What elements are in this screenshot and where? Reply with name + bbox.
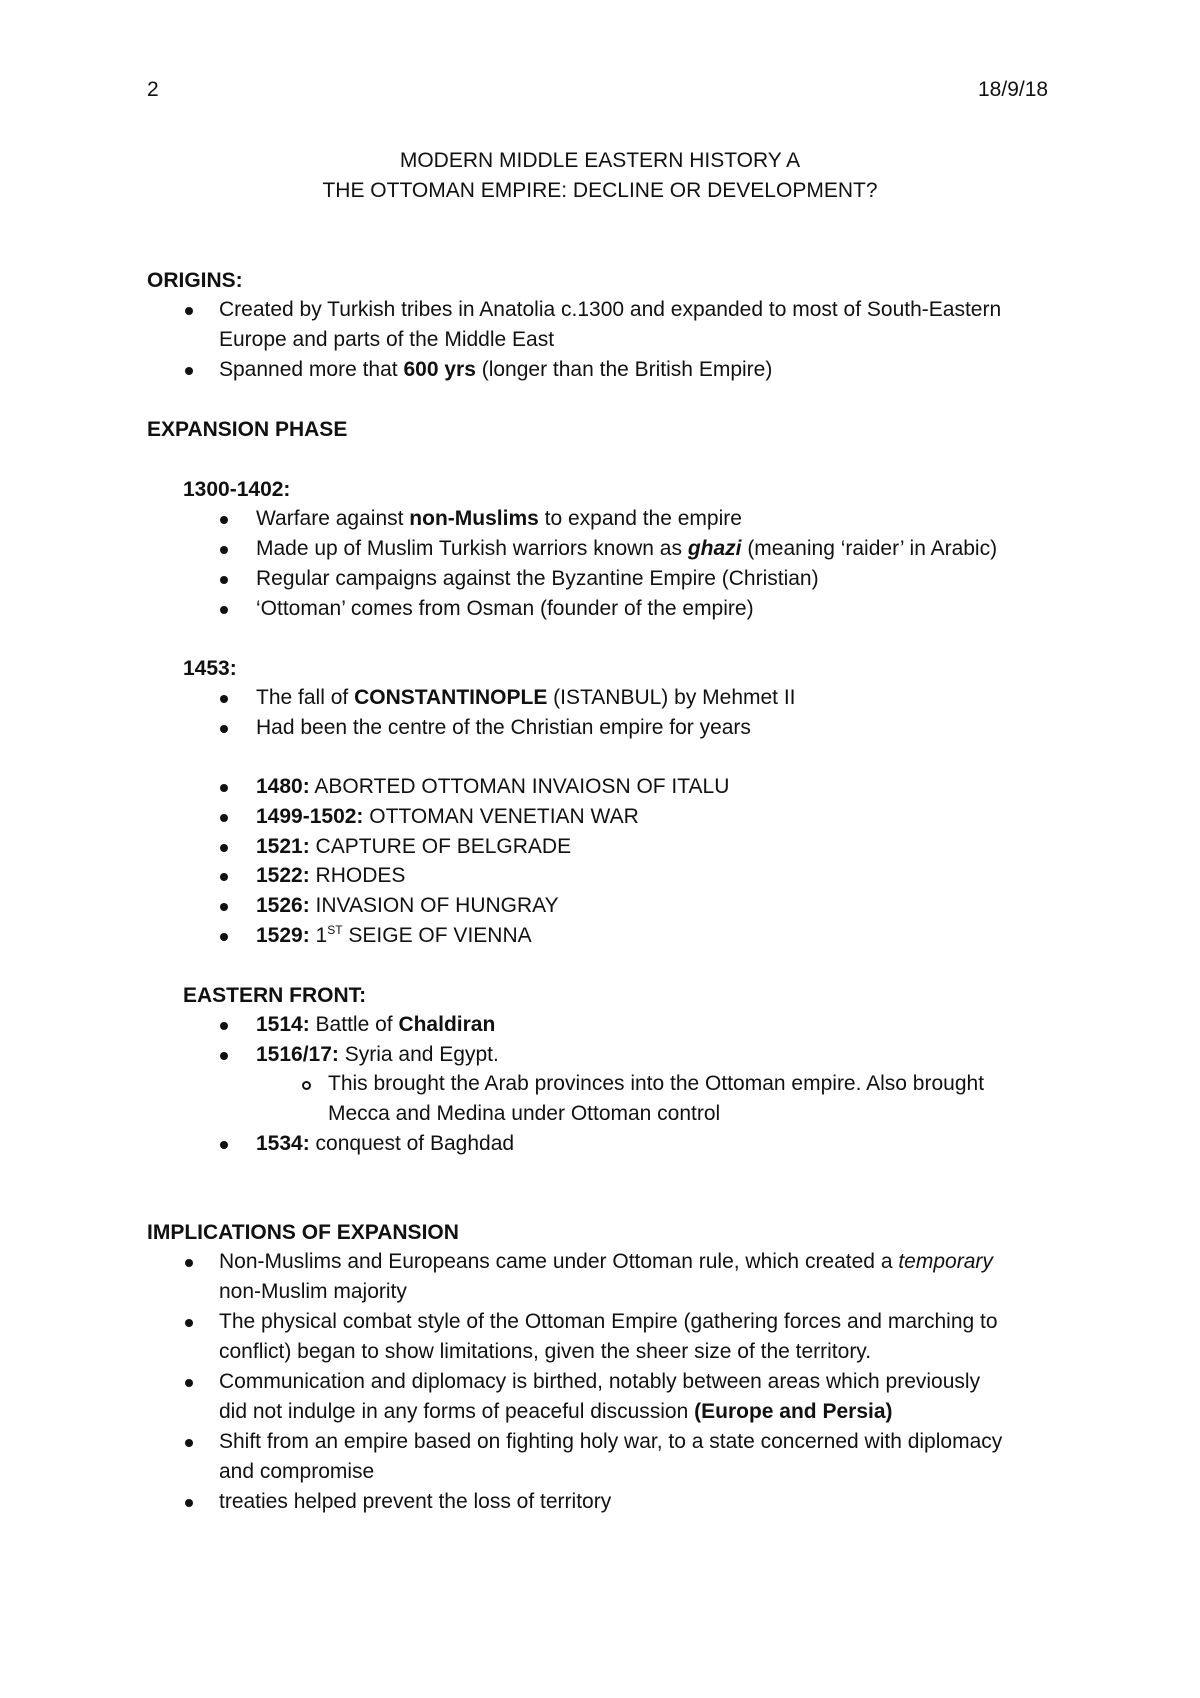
event-1526: 1526: INVASION OF HUNGRAY (256, 894, 559, 917)
bullet-icon (185, 307, 193, 315)
event-1499-1502: 1499-1502: OTTOMAN VENETIAN WAR (256, 805, 639, 828)
implications-bullet-3-line-1: Communication and diplomacy is birthed, notably between areas which previously (219, 1370, 981, 1393)
period-1300-1402-heading: 1300-1402: (183, 478, 291, 501)
bullet-icon (220, 1022, 228, 1030)
bullet-icon (185, 1379, 193, 1387)
expansion-heading: EXPANSION PHASE (147, 418, 348, 441)
event-1521: 1521: CAPTURE OF BELGRADE (256, 835, 572, 858)
bullet-icon (220, 784, 228, 792)
bullet-icon (220, 576, 228, 584)
eastern-bullet-1: 1514: Battle of Chaldiran (256, 1013, 496, 1036)
event-1522: 1522: RHODES (256, 864, 406, 887)
bullet-icon (220, 814, 228, 822)
bullet-icon (185, 1319, 193, 1327)
bullet-icon (185, 1439, 193, 1447)
eastern-sub-bullet-line-2: Mecca and Medina under Ottoman control (328, 1102, 721, 1125)
implications-bullet-1-line-2: non-Muslim majority (219, 1280, 407, 1303)
origins-bullet-2: Spanned more that 600 yrs (longer than the British Empire) (219, 358, 773, 381)
origins-bullet-1-line-2: Europe and parts of the Middle East (219, 328, 555, 351)
event-1529: 1529: 1ST SEIGE OF VIENNA (256, 923, 532, 947)
implications-bullet-5: treaties helped prevent the loss of territory (219, 1490, 612, 1513)
period2-bullet-2: Had been the centre of the Christian empire for years (256, 716, 751, 739)
bullet-icon (220, 873, 228, 881)
period1-bullet-1: Warfare against non-Muslims to expand the empire (256, 507, 742, 530)
bullet-icon (220, 933, 228, 941)
period1-bullet-3: Regular campaigns against the Byzantine Empire (Christian) (256, 567, 819, 590)
bullet-icon (220, 516, 228, 524)
origins-bullet-1-line-1: Created by Turkish tribes in Anatolia c.1300 and expanded to most of South-Eastern (219, 298, 1002, 321)
implications-bullet-3-line-2: did not indulge in any forms of peaceful discussion (Europe and Persia) (219, 1400, 893, 1423)
page-number: 2 (147, 78, 159, 101)
event-1480: 1480: ABORTED OTTOMAN INVAIOSN OF ITALU (256, 775, 730, 798)
bullet-icon (220, 725, 228, 733)
bullet-icon (220, 606, 228, 614)
document-title: MODERN MIDDLE EASTERN HISTORY A (399, 149, 801, 172)
bullet-icon (185, 1499, 193, 1507)
eastern-sub-bullet-line-1: This brought the Arab provinces into the Ottoman empire. Also brought (328, 1072, 985, 1095)
eastern-front-heading: EASTERN FRONT: (183, 984, 367, 1007)
document-subtitle: THE OTTOMAN EMPIRE: DECLINE OR DEVELOPMENT? (322, 179, 878, 202)
bullet-icon (220, 695, 228, 703)
bullet-icon (220, 546, 228, 554)
implications-bullet-1-line-1: Non-Muslims and Europeans came under Ottoman rule, which created a temporary (219, 1250, 993, 1273)
bullet-icon (220, 903, 228, 911)
period2-bullet-1: The fall of CONSTANTINOPLE (ISTANBUL) by Mehmet II (256, 686, 796, 709)
period1-bullet-4: ‘Ottoman’ comes from Osman (founder of the empire) (256, 597, 754, 620)
implications-bullet-4-line-2: and compromise (219, 1460, 375, 1483)
implications-bullet-2-line-2: conflict) began to show limitations, given the sheer size of the territory. (219, 1340, 872, 1363)
bullet-icon (220, 1141, 228, 1149)
bullet-icon (185, 367, 193, 375)
eastern-bullet-2: 1516/17: Syria and Egypt. (256, 1043, 499, 1066)
origins-heading: ORIGINS: (147, 269, 243, 292)
bullet-icon (185, 1259, 193, 1267)
implications-bullet-4-line-1: Shift from an empire based on fighting holy war, to a state concerned with diplomacy (219, 1430, 1003, 1453)
eastern-bullet-3: 1534: conquest of Baghdad (256, 1132, 515, 1155)
bullet-icon (220, 844, 228, 852)
page-date: 18/9/18 (978, 78, 1049, 101)
period-1453-heading: 1453: (183, 657, 237, 680)
period1-bullet-2: Made up of Muslim Turkish warriors known as ghazi (meaning ‘raider’ in Arabic) (256, 537, 998, 560)
implications-heading: IMPLICATIONS OF EXPANSION (147, 1221, 459, 1244)
bullet-icon (220, 1052, 228, 1060)
implications-bullet-2-line-1: The physical combat style of the Ottoman Empire (gathering forces and marching to (219, 1310, 998, 1333)
sub-bullet-icon (302, 1081, 311, 1090)
